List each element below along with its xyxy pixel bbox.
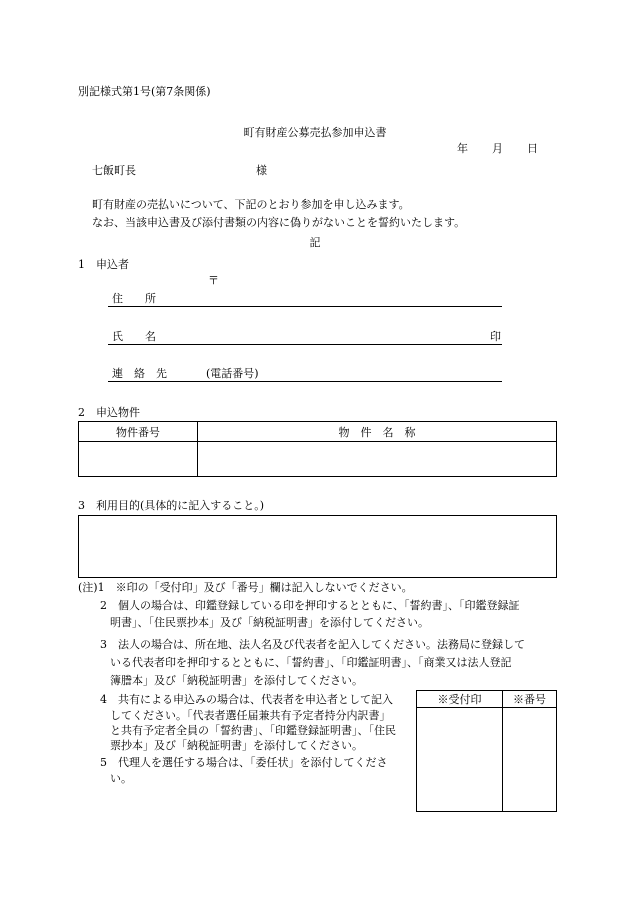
section2-heading: 2 申込物件 [78, 406, 140, 419]
reception-stamp-cell [417, 708, 503, 812]
reception-stamp-header: ※受付印 [417, 691, 503, 708]
addressee-honorific: 様 [256, 164, 267, 177]
note-4-line-2: してください。「代表者選任届兼共有予定者持分内訳書」 [110, 709, 391, 722]
note-4-line-4: 票抄本」及び「納税証明書」を添付してください。 [110, 739, 363, 752]
note-3-line-1: 3 法人の場合は、所在地、法人名及び代表者を記入してください。法務局に登録して [100, 638, 525, 651]
property-number-cell[interactable] [79, 442, 198, 477]
note-1: (注)1 ※印の「受付印」及び「番号」欄は記入しないでください。 [78, 581, 413, 594]
property-number-header: 物件番号 [79, 422, 198, 442]
note-4-line-3: と共有予定者全員の「誓約書」、「印鑑登録証明書」、「住民 [110, 724, 396, 737]
name-field[interactable] [108, 344, 502, 345]
number-header: ※番号 [503, 691, 557, 708]
date-month-label: 月 [492, 142, 503, 155]
purpose-box[interactable] [78, 515, 557, 578]
note-3-line-3: 簿謄本」及び「納税証明書」を添付してください。 [110, 674, 363, 687]
note-5-line-1: 5 代理人を選任する場合は、「委任状」を添付してくださ [100, 756, 388, 769]
contact-label: 連 絡 先 [112, 367, 167, 380]
note-4-line-1: 4 共有による申込みの場合は、代表者を申込者として記入 [100, 693, 393, 706]
page-title: 町有財産公募売払参加申込書 [243, 126, 387, 139]
note-3-line-2: いる代表者印を押印するとともに、「誓約書」、「印鑑証明書」、「商業又は法人登記 [110, 656, 512, 669]
intro-line-2: なお、当該申込書及び添付書類の内容に偽りがないことを誓約いたします。 [92, 216, 466, 229]
stamp-box [416, 690, 557, 812]
note-5-line-2: い。 [110, 772, 132, 785]
property-name-cell[interactable] [198, 442, 557, 477]
postal-mark: 〒 [208, 274, 219, 287]
form-reference: 別記様式第1号(第7条関係) [78, 85, 211, 98]
address-label: 住 所 [112, 292, 156, 305]
ki-label: 記 [309, 236, 321, 249]
phone-label: (電話番号) [206, 367, 259, 380]
date-year-label: 年 [457, 142, 468, 155]
note-2-line-2: 明書」、「住民票抄本」及び「納税証明書」を添付してください。 [110, 616, 429, 629]
date-day-label: 日 [527, 142, 538, 155]
property-table [78, 421, 557, 477]
address-field[interactable] [108, 306, 502, 307]
property-name-header: 物 件 名 称 [198, 422, 557, 442]
note-2-line-1: 2 個人の場合は、印鑑登録している印を押印するとともに、「誓約書」、「印鑑登録証 [100, 599, 520, 612]
name-label: 氏 名 [112, 330, 156, 343]
number-cell [503, 708, 557, 812]
addressee-name: 七飯町長 [92, 164, 136, 177]
seal-mark: 印 [490, 330, 501, 343]
section1-heading: 1 申込者 [78, 258, 129, 271]
section3-heading: 3 利用目的(具体的に記入すること。) [78, 499, 265, 512]
intro-line-1: 町有財産の売払いについて、下記のとおり参加を申し込みます。 [92, 198, 410, 211]
contact-field[interactable] [108, 381, 502, 382]
